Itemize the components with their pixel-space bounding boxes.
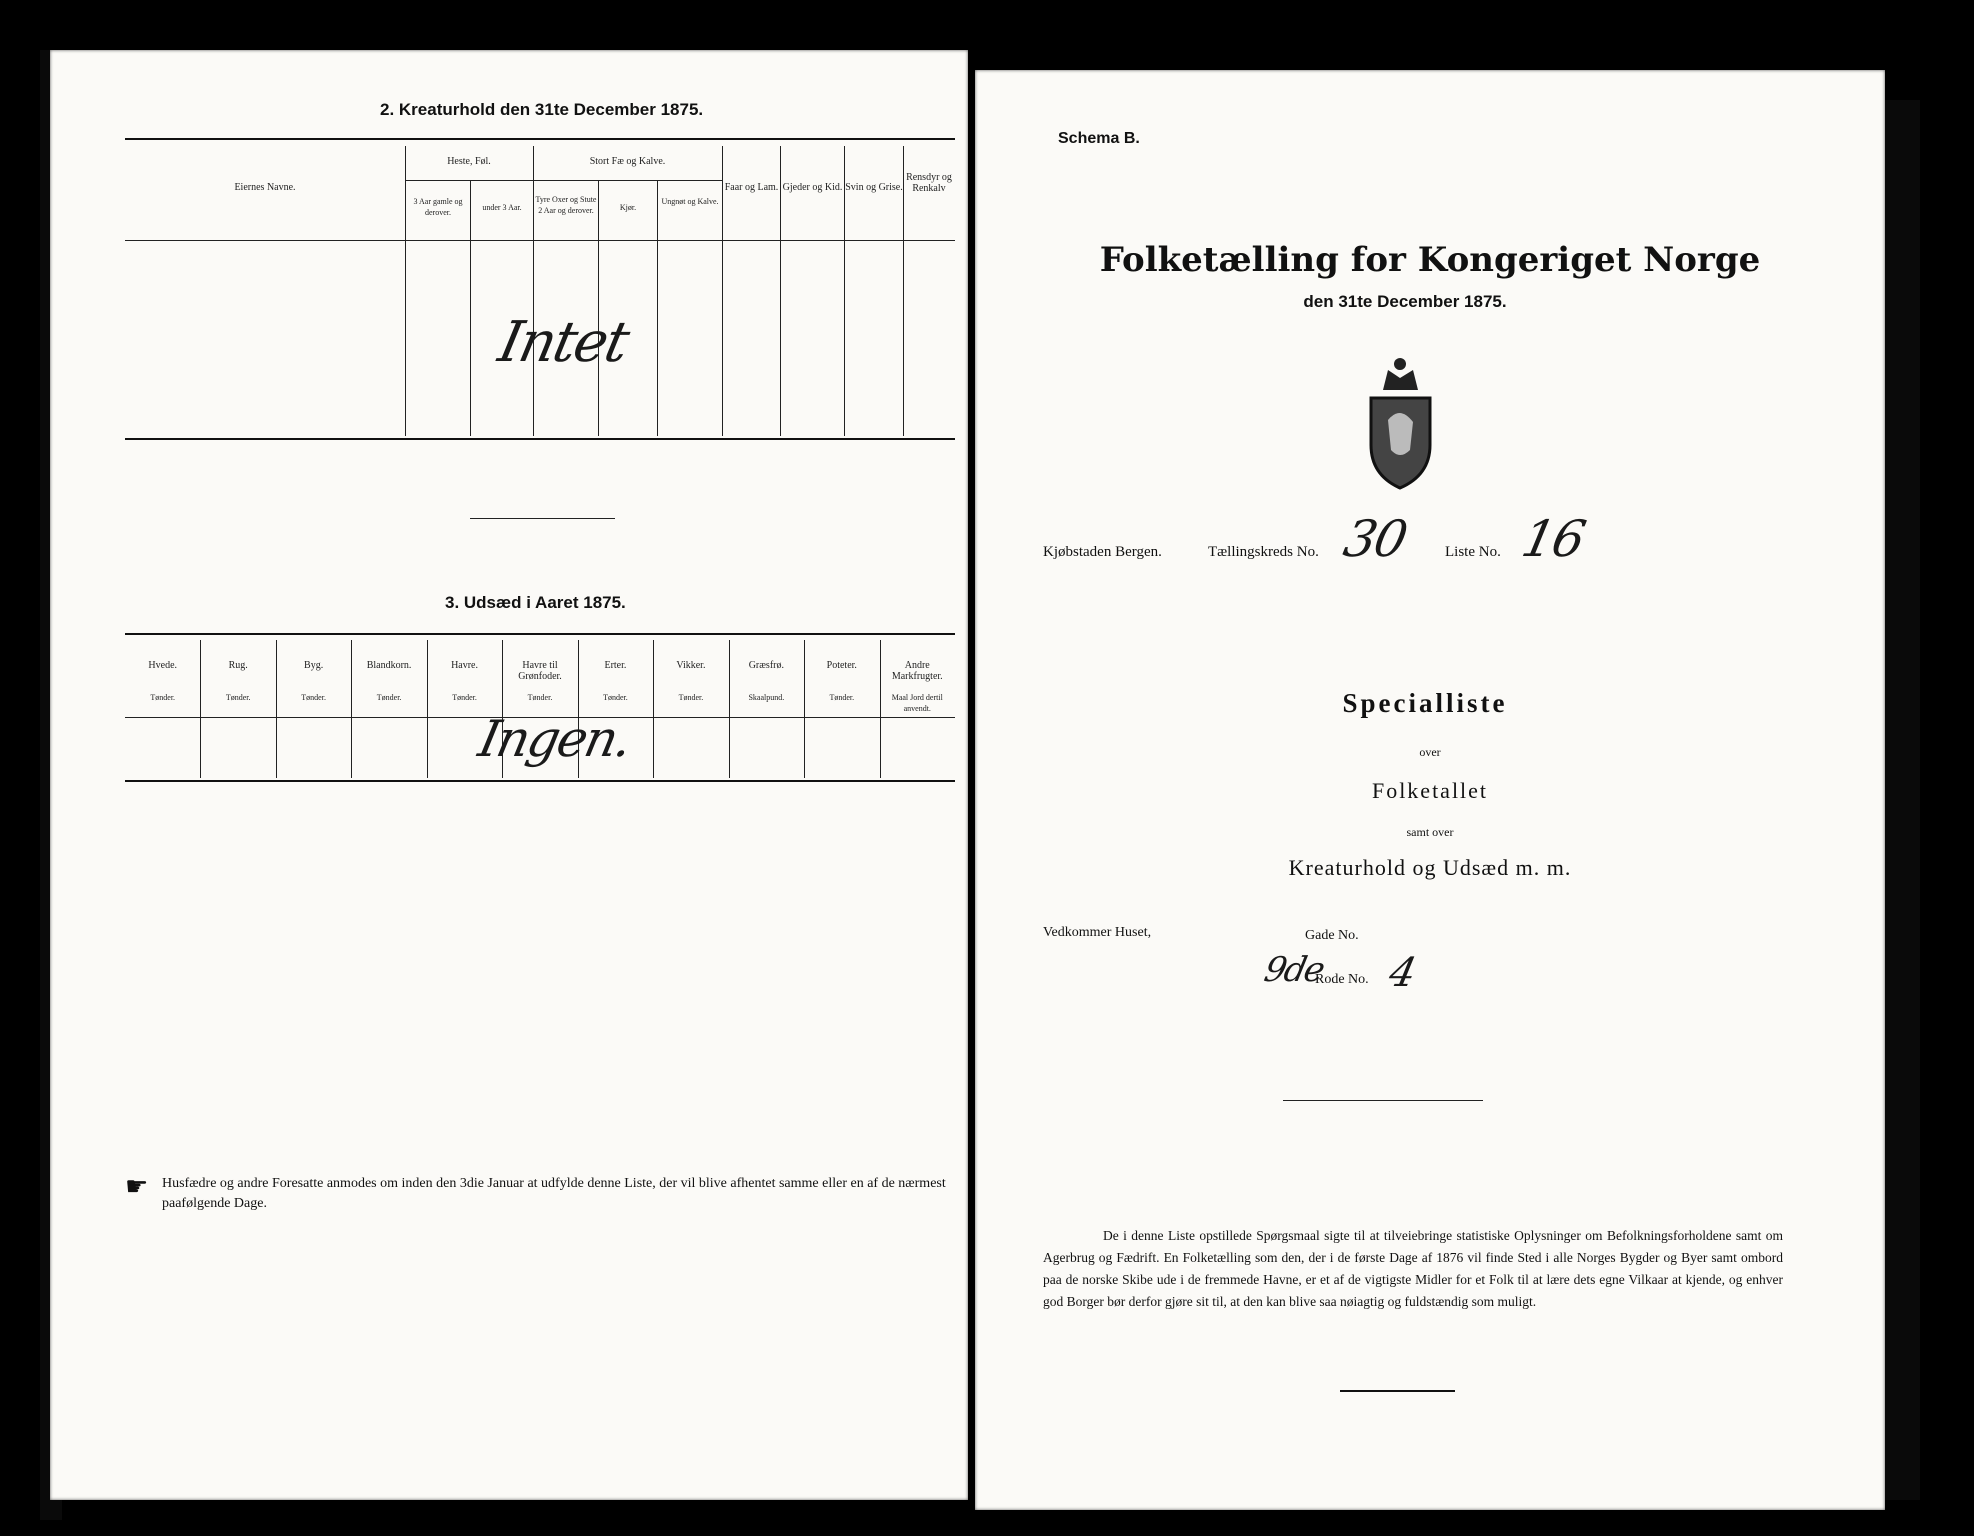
pointing-hand-icon: ☛ bbox=[125, 1172, 149, 1201]
section3-col-header: Byg. bbox=[304, 660, 324, 671]
over-text: over bbox=[1419, 745, 1441, 759]
rode-label: Rode No. bbox=[1315, 972, 1369, 987]
kreaturhold-heading: Kreaturhold og Udsæd m. m. bbox=[1288, 855, 1572, 880]
section3-col-unit: Tønder. bbox=[301, 693, 326, 702]
section2-col-line bbox=[598, 180, 599, 436]
stort-sub-3: Ungnøt og Kalve. bbox=[661, 197, 719, 206]
heste-sub-2: under 3 Aar. bbox=[482, 203, 522, 212]
section2-sub-rule bbox=[405, 180, 722, 181]
section3-bottom-rule bbox=[125, 780, 955, 782]
section3-col-unit: Tønder. bbox=[225, 693, 251, 702]
coat-of-arms-icon bbox=[1363, 350, 1438, 490]
section3-col-header: Græsfrø. bbox=[748, 660, 784, 671]
section3-col-header: Blandkorn. bbox=[366, 660, 412, 671]
section2-col-line bbox=[657, 180, 658, 436]
section3-col-unit: Skaalpund. bbox=[748, 693, 785, 702]
section2-title: 2. Kreaturhold den 31te December 1875. bbox=[380, 100, 704, 119]
section3-top-rule bbox=[125, 633, 955, 635]
signature-line bbox=[1283, 1100, 1483, 1101]
samt-over-text: samt over bbox=[1406, 825, 1454, 839]
bottom-rule bbox=[1340, 1390, 1455, 1392]
specialliste-heading: Specialliste bbox=[1342, 688, 1508, 718]
rode-prefix-handwriting: 9de bbox=[1260, 950, 1327, 990]
section3-col-unit: Tønder. bbox=[150, 693, 176, 702]
folketallet-heading: Folketallet bbox=[1371, 778, 1489, 803]
section2-col-line bbox=[470, 180, 471, 436]
section3-col-unit: Tønder. bbox=[678, 693, 704, 702]
section2-top-rule bbox=[125, 138, 955, 140]
section2-col-line bbox=[533, 146, 534, 436]
section2-col-line bbox=[405, 146, 406, 436]
info-paragraph: De i denne Liste opstillede Spørgsmaal sigte til at tilveiebringe statistiske Oplysninger om Befolkningsforholdene samt om Agerbrug og Fædrift. En Folketælling som den, der i de første Dage af 1876 vil finde Sted i alle Norges Bygder og Byer samt ombord paa de norske Skibe ude i de fremmede Havne, er et af de vigtigste Midler for et Folk til at lære dets egne Vilkaar at kjende, og enhver god Borger bør derfor gjøre sit til, at den kan blive saa nøiagtig og fuldstændig som muligt. bbox=[1043, 1228, 1783, 1309]
section3-col-unit: Tønder. bbox=[829, 693, 855, 702]
section3-col-unit: Maal Jord dertil anvendt. bbox=[891, 693, 943, 713]
kreds-value: 30 bbox=[1338, 510, 1411, 568]
faar-header: Faar og Lam. bbox=[724, 182, 779, 193]
left-page bbox=[50, 50, 968, 1500]
section3-col-unit: Tønder. bbox=[376, 693, 402, 702]
section3-col-unit: Tønder. bbox=[603, 693, 628, 702]
rode-value: 4 bbox=[1385, 950, 1419, 996]
gjeder-header: Gjeder og Kid. bbox=[782, 182, 843, 193]
liste-value: 16 bbox=[1516, 510, 1589, 568]
section2-header-rule bbox=[125, 240, 955, 241]
stort-sub-2: Kjør. bbox=[619, 203, 637, 212]
section3-col-header: Andre Markfrugter. bbox=[891, 660, 943, 682]
kreds-label: Tællingskreds No. bbox=[1208, 544, 1319, 560]
section3-col-unit: Tønder. bbox=[527, 693, 553, 702]
subtitle: den 31te December 1875. bbox=[1303, 292, 1507, 311]
vedkommer-label: Vedkommer Huset, bbox=[1043, 925, 1152, 940]
binder-clip-right bbox=[1880, 100, 1920, 1500]
section2-bottom-rule bbox=[125, 438, 955, 440]
section3-col-header: Hvede. bbox=[148, 660, 178, 671]
rensdyr-header: Rensdyr og Renkalv bbox=[906, 172, 952, 194]
notice-text: Husfædre og andre Foresatte anmodes om inden den 3die Januar at udfylde denne Liste, der vil blive afhentet samme eller en af de nærmest paafølgende Dage. bbox=[162, 1176, 946, 1211]
liste-label: Liste No. bbox=[1445, 544, 1501, 560]
stort-sub-1: Tyre Oxer og Stute 2 Aar og derover. bbox=[535, 195, 597, 215]
section3-col-unit: Tønder. bbox=[452, 693, 477, 702]
schema-label: Schema B. bbox=[1058, 130, 1140, 147]
section3-col-header: Vikker. bbox=[676, 660, 706, 671]
section3-title: 3. Udsæd i Aaret 1875. bbox=[445, 593, 626, 612]
section3-col-header: Poteter. bbox=[826, 660, 857, 671]
stort-header: Stort Fæ og Kalve. bbox=[589, 156, 666, 167]
section3-col-header: Havre til Grønfoder. bbox=[518, 660, 562, 682]
heste-header: Heste, Føl. bbox=[447, 156, 491, 167]
svin-header: Svin og Grise. bbox=[845, 182, 903, 193]
section3-col-header: Erter. bbox=[604, 660, 627, 671]
gade-label: Gade No. bbox=[1305, 928, 1359, 943]
divider bbox=[470, 518, 615, 519]
handwriting-ingen: Ingen. bbox=[473, 710, 636, 768]
heste-sub-1: 3 Aar gamle og derover. bbox=[413, 197, 463, 217]
handwriting-intet: Intet bbox=[493, 310, 634, 375]
main-title: Folketælling for Kongeriget Norge bbox=[1099, 240, 1761, 280]
section3-col-header: Rug. bbox=[228, 660, 248, 671]
section3-col-header: Havre. bbox=[451, 660, 478, 671]
kjobstad-label: Kjøbstaden Bergen. bbox=[1043, 544, 1162, 560]
right-page bbox=[975, 70, 1885, 1510]
owner-header: Eiernes Navne. bbox=[234, 182, 296, 193]
